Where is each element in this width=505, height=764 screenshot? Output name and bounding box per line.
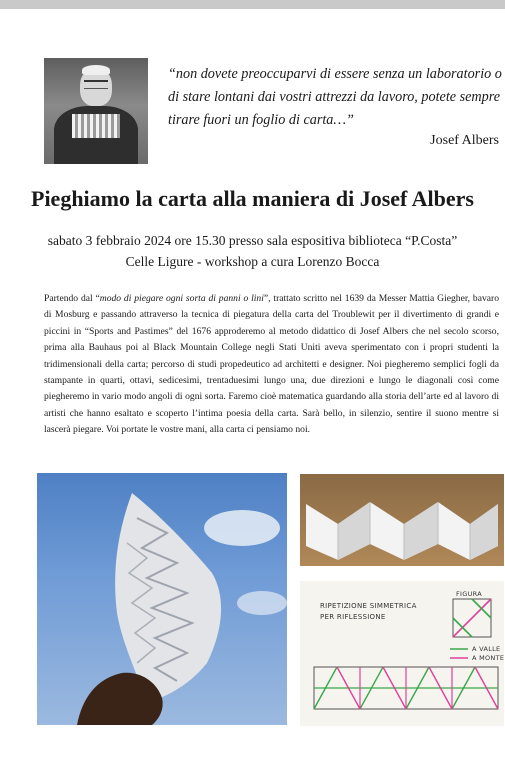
body-text-start: Partendo dal “ bbox=[44, 293, 100, 304]
fold-diagram-drawing bbox=[300, 581, 504, 726]
event-date-place: sabato 3 febbraio 2024 ore 15.30 presso sala espositiva biblioteca “P.Costa” bbox=[47, 233, 458, 248]
folded-strip bbox=[306, 502, 498, 560]
portrait-glasses bbox=[84, 80, 108, 89]
folded-paper-photo bbox=[300, 474, 504, 566]
legend-monte-label: A MONTE bbox=[472, 654, 504, 662]
cloud bbox=[237, 591, 287, 615]
sketch-figure-label: FIGURA bbox=[456, 590, 482, 598]
event-info bbox=[0, 230, 505, 272]
folded-facet-shade bbox=[338, 502, 370, 560]
folded-facet-shade bbox=[404, 502, 438, 560]
quote-author: Josef Albers bbox=[430, 133, 499, 148]
fold-diagram-sketch bbox=[300, 581, 504, 726]
body-text-rest: ”, trattato scritto nel 1639 da Messer Mattia Giegher, bavaro di Mosburg e passando attraverso la tecnica di piegatura della carta del Troublewit per il divertimento di grandi e piccini in “Sports and Pastimes” del 1676 approderemo al metodo didattico di Josef Albers che nel secolo scorso, prima alla Bauhaus poi al Black Mountain College negli Stati Uniti aveva sperimentato con i propri studenti la tridimensionali della carta; percorso di studi propedeutico ad architetti e designer. Noi piegheremo semplici fogli da stampante in quarti, ottavi, sedicesimi, trentaduesimi lungo una, due direzioni e lungo le diagonali così come piegheremo in vario modo angoli di ogni sorta. Faremo cioè matematica guardando alla storia dell’arte ed al lavoro di artisti che hanno esaltato e scoperto l’intima poesia della carta. Sarà bello, in silenzio, sentire il suono mentre si lascerà piegare. Voi portate le vostre mani, alla carta ci pensiamo noi. bbox=[44, 293, 499, 436]
folded-paper-sky-photo bbox=[37, 473, 287, 725]
folded-paper-drawing bbox=[300, 474, 504, 566]
body-paragraph bbox=[44, 291, 499, 439]
sketch-title-line2: PER RIFLESSIONE bbox=[320, 613, 386, 621]
folded-paper-sky-drawing bbox=[37, 473, 287, 725]
sketch-title-line1: RIPETIZIONE SIMMETRICA bbox=[320, 602, 417, 610]
cloud bbox=[204, 510, 280, 546]
body-text-italic-title: modo di piegare ogni sorta di panni o lini bbox=[99, 293, 264, 304]
page-title: Pieghiamo la carta alla maniera di Josef Albers bbox=[31, 186, 474, 211]
josef-albers-portrait bbox=[44, 58, 148, 164]
portrait-folded-paper bbox=[72, 114, 120, 138]
albers-quote: “non dovete preoccuparvi di essere senza un laboratorio o di stare lontani dai vostri attrezzi da lavoro, potete sempre tirare fuori un foglio di carta…” bbox=[168, 66, 502, 128]
top-bar bbox=[0, 0, 505, 9]
figure-mountain-fold bbox=[453, 599, 491, 637]
event-workshop: Celle Ligure - workshop a cura Lorenzo Bocca bbox=[125, 254, 380, 269]
legend-valle-label: A VALLE bbox=[472, 645, 501, 653]
portrait-hair bbox=[82, 65, 110, 75]
folded-facet-shade bbox=[470, 504, 498, 560]
